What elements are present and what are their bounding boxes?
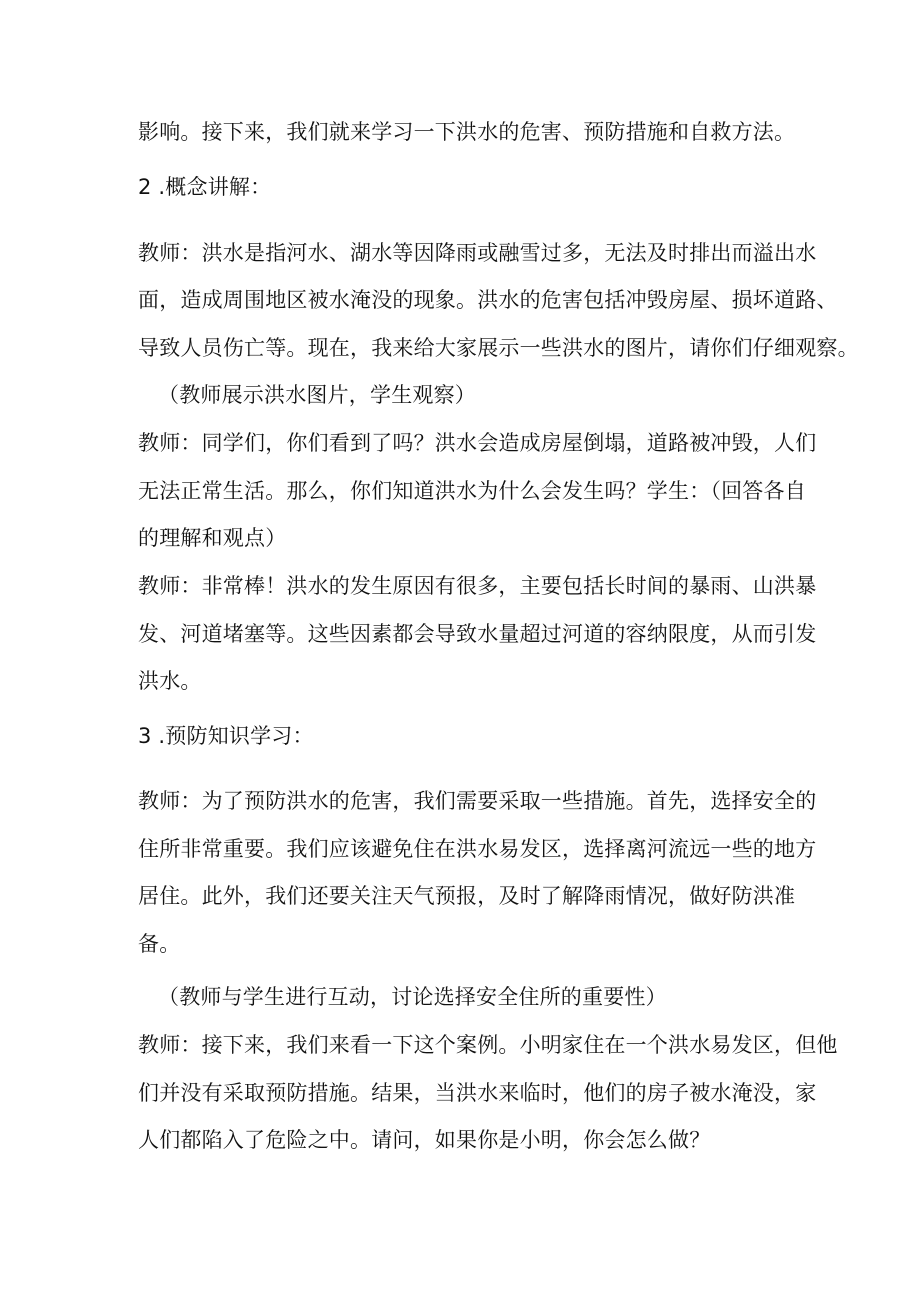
text-line: 居住。此外，我们还要关注天气预报，及时了解降雨情况，做好防洪准 <box>138 884 796 908</box>
section-heading-concept: 2 .概念讲解： <box>138 175 272 199</box>
text-line: 无法正常生活。那么，你们知道洪水为什么会发生吗？学生：（回答各自 <box>138 479 806 503</box>
text-line: 教师：接下来，我们来看一下这个案例。小明家住在一个洪水易发区，但他 <box>138 1033 838 1057</box>
text-line: 教师：非常棒！洪水的发生原因有很多，主要包括长时间的暴雨、山洪暴 <box>138 574 817 598</box>
text-line: 教师：同学们，你们看到了吗？洪水会造成房屋倒塌，道路被冲毁，人们 <box>138 431 817 455</box>
text-line: 的理解和观点） <box>138 526 287 550</box>
stage-direction: （教师展示洪水图片，学生观察） <box>158 383 476 407</box>
text-line: 影响。接下来，我们就来学习一下洪水的危害、预防措施和自救方法。 <box>138 120 796 144</box>
text-line: 洪水。 <box>138 669 202 693</box>
text-line: 教师：为了预防洪水的危害，我们需要采取一些措施。首先，选择安全的 <box>138 789 817 813</box>
text-line: 教师：洪水是指河水、湖水等因降雨或融雪过多，无法及时排出而溢出水 <box>138 241 817 265</box>
text-line: 们并没有采取预防措施。结果，当洪水来临时，他们的房子被水淹没，家 <box>138 1081 817 1105</box>
text-line: 导致人员伤亡等。现在，我来给大家展示一些洪水的图片，请你们仔细观察。 <box>138 336 859 360</box>
text-line: 人们都陷入了危险之中。请问，如果你是小明，你会怎么做？ <box>138 1128 711 1152</box>
text-line: 备。 <box>138 932 181 956</box>
text-line: 发、河道堵塞等。这些因素都会导致水量超过河道的容纳限度，从而引发 <box>138 622 817 646</box>
section-heading-prevention: 3 .预防知识学习： <box>138 724 314 748</box>
text-line: 住所非常重要。我们应该避免住在洪水易发区，选择离河流远一些的地方 <box>138 837 817 861</box>
text-line: 面，造成周围地区被水淹没的现象。洪水的危害包括冲毁房屋、损坏道路、 <box>138 288 838 312</box>
stage-direction: （教师与学生进行互动，讨论选择安全住所的重要性） <box>158 985 667 1009</box>
